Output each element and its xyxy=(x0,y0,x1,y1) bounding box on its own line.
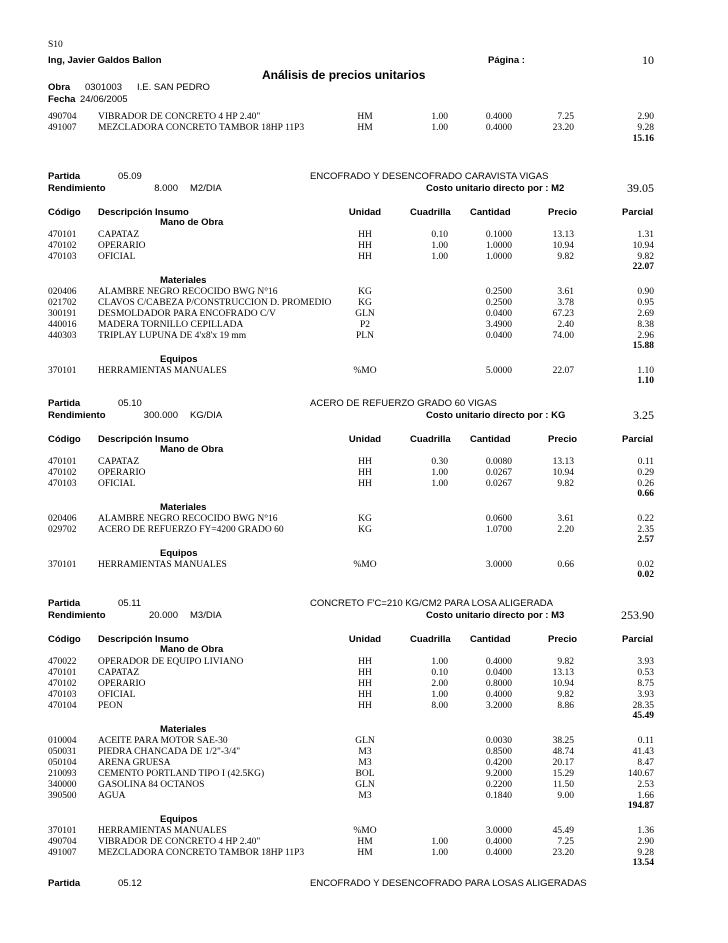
row-unit: KG xyxy=(358,514,372,524)
row-code: 370101 xyxy=(48,366,77,376)
row-unit: PLN xyxy=(356,331,374,341)
row-cuadrilla: 1.00 xyxy=(431,479,448,489)
row-unit: M3 xyxy=(358,791,372,801)
row-precio: 9.00 xyxy=(557,791,574,801)
row-precio: 13.13 xyxy=(552,668,574,678)
row-description: ARENA GRUESA xyxy=(98,758,171,768)
row-code: 390500 xyxy=(48,791,77,801)
row-cuadrilla: 1.00 xyxy=(431,848,448,858)
row-parcial: 2.53 xyxy=(637,780,654,790)
row-precio: 3.61 xyxy=(557,514,574,524)
row-description: OPERARIO xyxy=(98,468,146,478)
costo-label: Costo unitario directo por : M2 xyxy=(426,183,565,194)
row-code: 470103 xyxy=(48,479,77,489)
row-precio: 20.17 xyxy=(552,758,574,768)
row-parcial: 0.11 xyxy=(637,736,654,746)
row-cantidad: 9.2000 xyxy=(485,769,512,779)
subtotal: 0.66 xyxy=(637,489,654,499)
row-precio: 9.82 xyxy=(557,479,574,489)
row-cuadrilla: 0.10 xyxy=(431,668,448,678)
row-cantidad: 0.2500 xyxy=(485,298,512,308)
row-parcial: 2.69 xyxy=(637,309,654,319)
row-description: TRIPLAY LUPUNA DE 4'x8'x 19 mm xyxy=(98,331,247,341)
partida-number: 05.12 xyxy=(118,878,142,889)
row-parcial: 1.36 xyxy=(637,826,654,836)
row-description: ACERO DE REFUERZO FY=4200 GRADO 60 xyxy=(98,525,284,535)
row-cantidad: 0.0400 xyxy=(485,309,512,319)
col-precio: Precio xyxy=(548,634,578,645)
row-cantidad: 1.0000 xyxy=(485,252,512,262)
row-code: 491007 xyxy=(48,848,77,858)
partida-number: 05.10 xyxy=(118,398,142,409)
col-cuadrilla: Cuadrilla xyxy=(410,634,451,645)
row-precio: 23.20 xyxy=(552,848,574,858)
col-parcial: Parcial xyxy=(622,434,654,445)
row-unit: HH xyxy=(358,241,372,251)
row-parcial: 10.94 xyxy=(632,241,654,251)
obra-code: 0301003 xyxy=(85,82,122,93)
row-parcial: 2.35 xyxy=(637,525,654,535)
row-parcial: 8.38 xyxy=(637,320,654,330)
row-code: 210093 xyxy=(48,769,77,779)
row-cantidad: 0.4200 xyxy=(485,758,512,768)
row-code: 470104 xyxy=(48,701,77,711)
row-precio: 48.74 xyxy=(552,747,574,757)
row-description: OPERARIO xyxy=(98,679,146,689)
partida-number: 05.09 xyxy=(118,171,142,182)
row-unit: KG xyxy=(358,298,372,308)
equipos-heading: Equipos xyxy=(160,548,198,559)
col-descripcion: Descripción Insumo xyxy=(98,634,189,645)
col-cuadrilla: Cuadrilla xyxy=(410,207,451,218)
materiales-heading: Materiales xyxy=(160,724,207,735)
partida-label: Partida xyxy=(48,171,81,182)
row-cuadrilla: 1.00 xyxy=(431,123,448,133)
row-unit: KG xyxy=(358,287,372,297)
row-precio: 2.40 xyxy=(557,320,574,330)
rendimiento-value: 8.000 xyxy=(154,183,178,194)
row-precio: 15.29 xyxy=(552,769,574,779)
row-parcial: 9.82 xyxy=(637,252,654,262)
subtotal: 45.49 xyxy=(632,711,654,721)
row-cantidad: 0.0267 xyxy=(485,479,512,489)
row-parcial: 0.29 xyxy=(637,468,654,478)
row-code: 470101 xyxy=(48,457,77,467)
row-description: OPERARIO xyxy=(98,241,146,251)
row-description: PEON xyxy=(98,701,123,711)
row-description: OPERADOR DE EQUIPO LIVIANO xyxy=(98,657,244,667)
row-description: OFICIAL xyxy=(98,252,136,262)
row-precio: 7.25 xyxy=(557,112,574,122)
row-unit: GLN xyxy=(355,736,375,746)
row-precio: 2.20 xyxy=(557,525,574,535)
row-cantidad: 1.0000 xyxy=(485,241,512,251)
row-cuadrilla: 1.00 xyxy=(431,112,448,122)
row-code: 470101 xyxy=(48,668,77,678)
row-code: 470022 xyxy=(48,657,77,667)
row-description: MADERA TORNILLO CEPILLADA xyxy=(98,320,244,330)
materiales-heading: Materiales xyxy=(160,502,207,513)
column-header xyxy=(0,434,728,446)
row-precio: 7.25 xyxy=(557,837,574,847)
row-code: 021702 xyxy=(48,298,77,308)
row-precio: 67.23 xyxy=(552,309,574,319)
subtotal: 1.10 xyxy=(637,376,654,386)
row-description: MEZCLADORA CONCRETO TAMBOR 18HP 11P3 xyxy=(98,123,305,133)
partida-label: Partida xyxy=(48,398,81,409)
row-parcial: 28.35 xyxy=(632,701,654,711)
row-description: HERRAMIENTAS MANUALES xyxy=(98,560,227,570)
row-description: PIEDRA CHANCADA DE 1/2"-3/4" xyxy=(98,747,241,757)
costo-value: 253.90 xyxy=(621,608,654,622)
row-unit: HM xyxy=(357,112,373,122)
row-cantidad: 0.1000 xyxy=(485,230,512,240)
col-unidad: Unidad xyxy=(348,634,382,645)
col-cuadrilla: Cuadrilla xyxy=(410,434,451,445)
row-precio: 0.66 xyxy=(557,560,574,570)
row-code: 440016 xyxy=(48,320,77,330)
col-codigo: Código xyxy=(48,634,81,645)
row-code: 050031 xyxy=(48,747,77,757)
row-precio: 10.94 xyxy=(552,468,574,478)
row-unit: M3 xyxy=(358,758,372,768)
row-code: 470102 xyxy=(48,679,77,689)
document-title: Análisis de precios unitarios xyxy=(262,68,426,82)
row-unit: HH xyxy=(358,690,372,700)
row-description: HERRAMIENTAS MANUALES xyxy=(98,826,227,836)
rendimiento-unit: M3/DIA xyxy=(190,610,222,621)
row-cantidad: 1.0700 xyxy=(485,525,512,535)
rendimiento-value: 300.000 xyxy=(143,410,178,421)
row-cantidad: 0.4000 xyxy=(485,690,512,700)
row-unit: P2 xyxy=(359,320,371,330)
row-code: 470102 xyxy=(48,468,77,478)
row-code: 010004 xyxy=(48,736,77,746)
row-parcial: 8.75 xyxy=(637,679,654,689)
row-parcial: 0.22 xyxy=(637,514,654,524)
col-unidad: Unidad xyxy=(348,207,382,218)
row-code: 490704 xyxy=(48,112,77,122)
row-description: ALAMBRE NEGRO RECOCIDO BWG N°16 xyxy=(98,287,278,297)
row-cuadrilla: 1.00 xyxy=(431,468,448,478)
col-descripcion: Descripción Insumo xyxy=(98,207,189,218)
row-unit: HH xyxy=(358,479,372,489)
fecha-label: Fecha xyxy=(48,94,76,105)
subtotal: 0.02 xyxy=(637,570,654,580)
row-code: 470103 xyxy=(48,690,77,700)
col-parcial: Parcial xyxy=(622,207,654,218)
col-cantidad: Cantidad xyxy=(470,207,511,218)
row-cantidad: 0.4000 xyxy=(485,123,512,133)
row-code: 020406 xyxy=(48,514,77,524)
row-description: ALAMBRE NEGRO RECOCIDO BWG N°16 xyxy=(98,514,278,524)
costo-label: Costo unitario directo por : M3 xyxy=(426,610,565,621)
row-precio: 23.20 xyxy=(552,123,574,133)
row-cantidad: 0.0080 xyxy=(485,457,512,467)
row-description: OFICIAL xyxy=(98,690,136,700)
row-cantidad: 3.2000 xyxy=(485,701,512,711)
subtotal: 15.88 xyxy=(632,341,654,351)
row-parcial: 0.53 xyxy=(637,668,654,678)
rendimiento-unit: M2/DIA xyxy=(190,183,222,194)
row-precio: 9.82 xyxy=(557,252,574,262)
row-unit: HM xyxy=(357,123,373,133)
row-cantidad: 3.0000 xyxy=(485,560,512,570)
row-cuadrilla: 8.00 xyxy=(431,701,448,711)
row-parcial: 0.26 xyxy=(637,479,654,489)
row-code: 440303 xyxy=(48,331,77,341)
row-cuadrilla: 0.30 xyxy=(431,457,448,467)
col-codigo: Código xyxy=(48,434,81,445)
col-precio: Precio xyxy=(548,207,578,218)
row-code: 370101 xyxy=(48,826,77,836)
row-parcial: 2.90 xyxy=(637,837,654,847)
row-precio: 9.82 xyxy=(557,690,574,700)
row-cuadrilla: 1.00 xyxy=(431,837,448,847)
partida-title: ENCOFRADO Y DESENCOFRADO PARA LOSAS ALIGERADAS xyxy=(310,878,587,889)
col-cantidad: Cantidad xyxy=(470,634,511,645)
row-precio: 9.82 xyxy=(557,657,574,667)
row-unit: %MO xyxy=(353,826,377,836)
row-parcial: 0.90 xyxy=(637,287,654,297)
partida-title: ACERO DE REFUERZO GRADO 60 VIGAS xyxy=(310,398,497,409)
row-code: 020406 xyxy=(48,287,77,297)
col-precio: Precio xyxy=(548,434,578,445)
materiales-heading: Materiales xyxy=(160,275,207,286)
row-unit: HH xyxy=(358,230,372,240)
partida-number: 05.11 xyxy=(118,598,142,609)
row-parcial: 8.47 xyxy=(637,758,654,768)
row-unit: M3 xyxy=(358,747,372,757)
rendimiento-label: Rendimiento xyxy=(48,410,106,421)
subtotal: 2.57 xyxy=(637,535,654,545)
rendimiento-label: Rendimiento xyxy=(48,610,106,621)
row-cantidad: 0.8000 xyxy=(485,679,512,689)
row-cantidad: 0.0600 xyxy=(485,514,512,524)
row-precio: 13.13 xyxy=(552,457,574,467)
col-codigo: Código xyxy=(48,207,81,218)
row-description: CLAVOS C/CABEZA P/CONSTRUCCION D. PROMEDIO xyxy=(98,298,332,308)
costo-value: 3.25 xyxy=(633,408,654,422)
row-cantidad: 0.4000 xyxy=(485,837,512,847)
row-parcial: 2.90 xyxy=(637,112,654,122)
row-code: 490704 xyxy=(48,837,77,847)
row-cantidad: 0.1840 xyxy=(485,791,512,801)
row-description: CAPATAZ xyxy=(98,230,140,240)
row-code: 340000 xyxy=(48,780,77,790)
row-precio: 13.13 xyxy=(552,230,574,240)
row-description: VIBRADOR DE CONCRETO 4 HP 2.40" xyxy=(98,112,261,122)
row-cuadrilla: 2.00 xyxy=(431,679,448,689)
row-cuadrilla: 0.10 xyxy=(431,230,448,240)
row-unit: HM xyxy=(357,848,373,858)
row-description: GASOLINA 84 OCTANOS xyxy=(98,780,205,790)
row-cantidad: 0.0030 xyxy=(485,736,512,746)
row-code: 050104 xyxy=(48,758,77,768)
row-parcial: 1.31 xyxy=(637,230,654,240)
row-description: DESMOLDADOR PARA ENCOFRADO C/V xyxy=(98,309,276,319)
row-unit: HH xyxy=(358,457,372,467)
mano-de-obra-heading: Mano de Obra xyxy=(160,217,224,228)
row-unit: HH xyxy=(358,679,372,689)
row-unit: GLN xyxy=(355,780,375,790)
row-description: AGUA xyxy=(98,791,126,801)
row-cantidad: 0.0400 xyxy=(485,668,512,678)
row-parcial: 0.95 xyxy=(637,298,654,308)
row-precio: 3.61 xyxy=(557,287,574,297)
row-precio: 22.07 xyxy=(552,366,574,376)
row-precio: 74.00 xyxy=(552,331,574,341)
row-precio: 3.78 xyxy=(557,298,574,308)
row-description: HERRAMIENTAS MANUALES xyxy=(98,366,227,376)
row-description: OFICIAL xyxy=(98,479,136,489)
subtotal: 22.07 xyxy=(632,262,654,272)
mano-de-obra-heading: Mano de Obra xyxy=(160,644,224,655)
row-precio: 11.50 xyxy=(552,780,574,790)
partida-label: Partida xyxy=(48,878,81,889)
row-cantidad: 3.4900 xyxy=(485,320,512,330)
row-unit: HH xyxy=(358,468,372,478)
row-cantidad: 0.0267 xyxy=(485,468,512,478)
row-cantidad: 0.4000 xyxy=(485,112,512,122)
row-precio: 10.94 xyxy=(552,241,574,251)
row-parcial: 41.43 xyxy=(632,747,654,757)
row-parcial: 140.67 xyxy=(627,769,654,779)
row-parcial: 9.28 xyxy=(637,848,654,858)
row-precio: 45.49 xyxy=(552,826,574,836)
mano-de-obra-heading: Mano de Obra xyxy=(160,444,224,455)
row-description: CAPATAZ xyxy=(98,457,140,467)
row-parcial: 1.66 xyxy=(637,791,654,801)
col-parcial: Parcial xyxy=(622,634,654,645)
row-code: 491007 xyxy=(48,123,77,133)
row-cantidad: 0.4000 xyxy=(485,657,512,667)
row-parcial: 0.02 xyxy=(637,560,654,570)
rendimiento-label: Rendimiento xyxy=(48,183,106,194)
row-cantidad: 3.0000 xyxy=(485,826,512,836)
row-unit: BOL xyxy=(355,769,375,779)
subtotal: 13.54 xyxy=(632,858,654,868)
row-cantidad: 5.0000 xyxy=(485,366,512,376)
obra-name: I.E. SAN PEDRO xyxy=(137,82,210,93)
row-parcial: 1.10 xyxy=(637,366,654,376)
rendimiento-unit: KG/DIA xyxy=(190,410,223,421)
row-unit: %MO xyxy=(353,560,377,570)
row-parcial: 3.93 xyxy=(637,657,654,667)
equipos-heading: Equipos xyxy=(160,814,198,825)
row-code: 300191 xyxy=(48,309,77,319)
row-description: CEMENTO PORTLAND TIPO I (42.5KG) xyxy=(98,769,265,779)
rendimiento-value: 20.000 xyxy=(148,610,178,621)
row-description: MEZCLADORA CONCRETO TAMBOR 18HP 11P3 xyxy=(98,848,305,858)
row-unit: KG xyxy=(358,525,372,535)
subtotal: 194.87 xyxy=(627,801,654,811)
partida-title: ENCOFRADO Y DESENCOFRADO CARAVISTA VIGAS xyxy=(310,171,549,182)
fecha-value: 24/06/2005 xyxy=(80,94,128,105)
row-description: CAPATAZ xyxy=(98,668,140,678)
row-precio: 10.94 xyxy=(552,679,574,689)
subtotal: 15.16 xyxy=(632,134,654,144)
row-code: 370101 xyxy=(48,560,77,570)
row-code: 029702 xyxy=(48,525,77,535)
row-cuadrilla: 1.00 xyxy=(431,690,448,700)
row-unit: HH xyxy=(358,701,372,711)
partida-title: CONCRETO F'C=210 KG/CM2 PARA LOSA ALIGERADA xyxy=(310,598,554,609)
column-header xyxy=(0,634,728,646)
page-label: Página : xyxy=(488,55,525,66)
row-cuadrilla: 1.00 xyxy=(431,252,448,262)
row-cantidad: 0.0400 xyxy=(485,331,512,341)
row-unit: HM xyxy=(357,837,373,847)
row-precio: 38.25 xyxy=(552,736,574,746)
row-precio: 8.86 xyxy=(557,701,574,711)
equipos-heading: Equipos xyxy=(160,354,198,365)
column-header xyxy=(0,207,728,219)
s10-label: S10 xyxy=(48,40,63,50)
row-cantidad: 0.2500 xyxy=(485,287,512,297)
row-unit: HH xyxy=(358,657,372,667)
row-parcial: 2.96 xyxy=(637,331,654,341)
row-cuadrilla: 1.00 xyxy=(431,241,448,251)
row-cantidad: 0.8500 xyxy=(485,747,512,757)
row-cantidad: 0.4000 xyxy=(485,848,512,858)
row-parcial: 3.93 xyxy=(637,690,654,700)
row-unit: %MO xyxy=(353,366,377,376)
row-code: 470101 xyxy=(48,230,77,240)
row-unit: GLN xyxy=(355,309,375,319)
page-number: 10 xyxy=(642,53,654,67)
col-descripcion: Descripción Insumo xyxy=(98,434,189,445)
costo-value: 39.05 xyxy=(627,181,654,195)
row-description: VIBRADOR DE CONCRETO 4 HP 2.40" xyxy=(98,837,261,847)
row-parcial: 0.11 xyxy=(637,457,654,467)
col-unidad: Unidad xyxy=(348,434,382,445)
costo-label: Costo unitario directo por : KG xyxy=(426,410,566,421)
table-row xyxy=(0,122,728,134)
row-parcial: 9.28 xyxy=(637,123,654,133)
row-cuadrilla: 1.00 xyxy=(431,657,448,667)
author-name: Ing, Javier Galdos Ballon xyxy=(48,55,162,66)
row-code: 470103 xyxy=(48,252,77,262)
row-description: ACEITE PARA MOTOR SAE-30 xyxy=(98,736,228,746)
col-cantidad: Cantidad xyxy=(470,434,511,445)
row-cantidad: 0.2200 xyxy=(485,780,512,790)
row-code: 470102 xyxy=(48,241,77,251)
row-unit: HH xyxy=(358,668,372,678)
partida-label: Partida xyxy=(48,598,81,609)
obra-label: Obra xyxy=(48,82,71,93)
row-unit: HH xyxy=(358,252,372,262)
